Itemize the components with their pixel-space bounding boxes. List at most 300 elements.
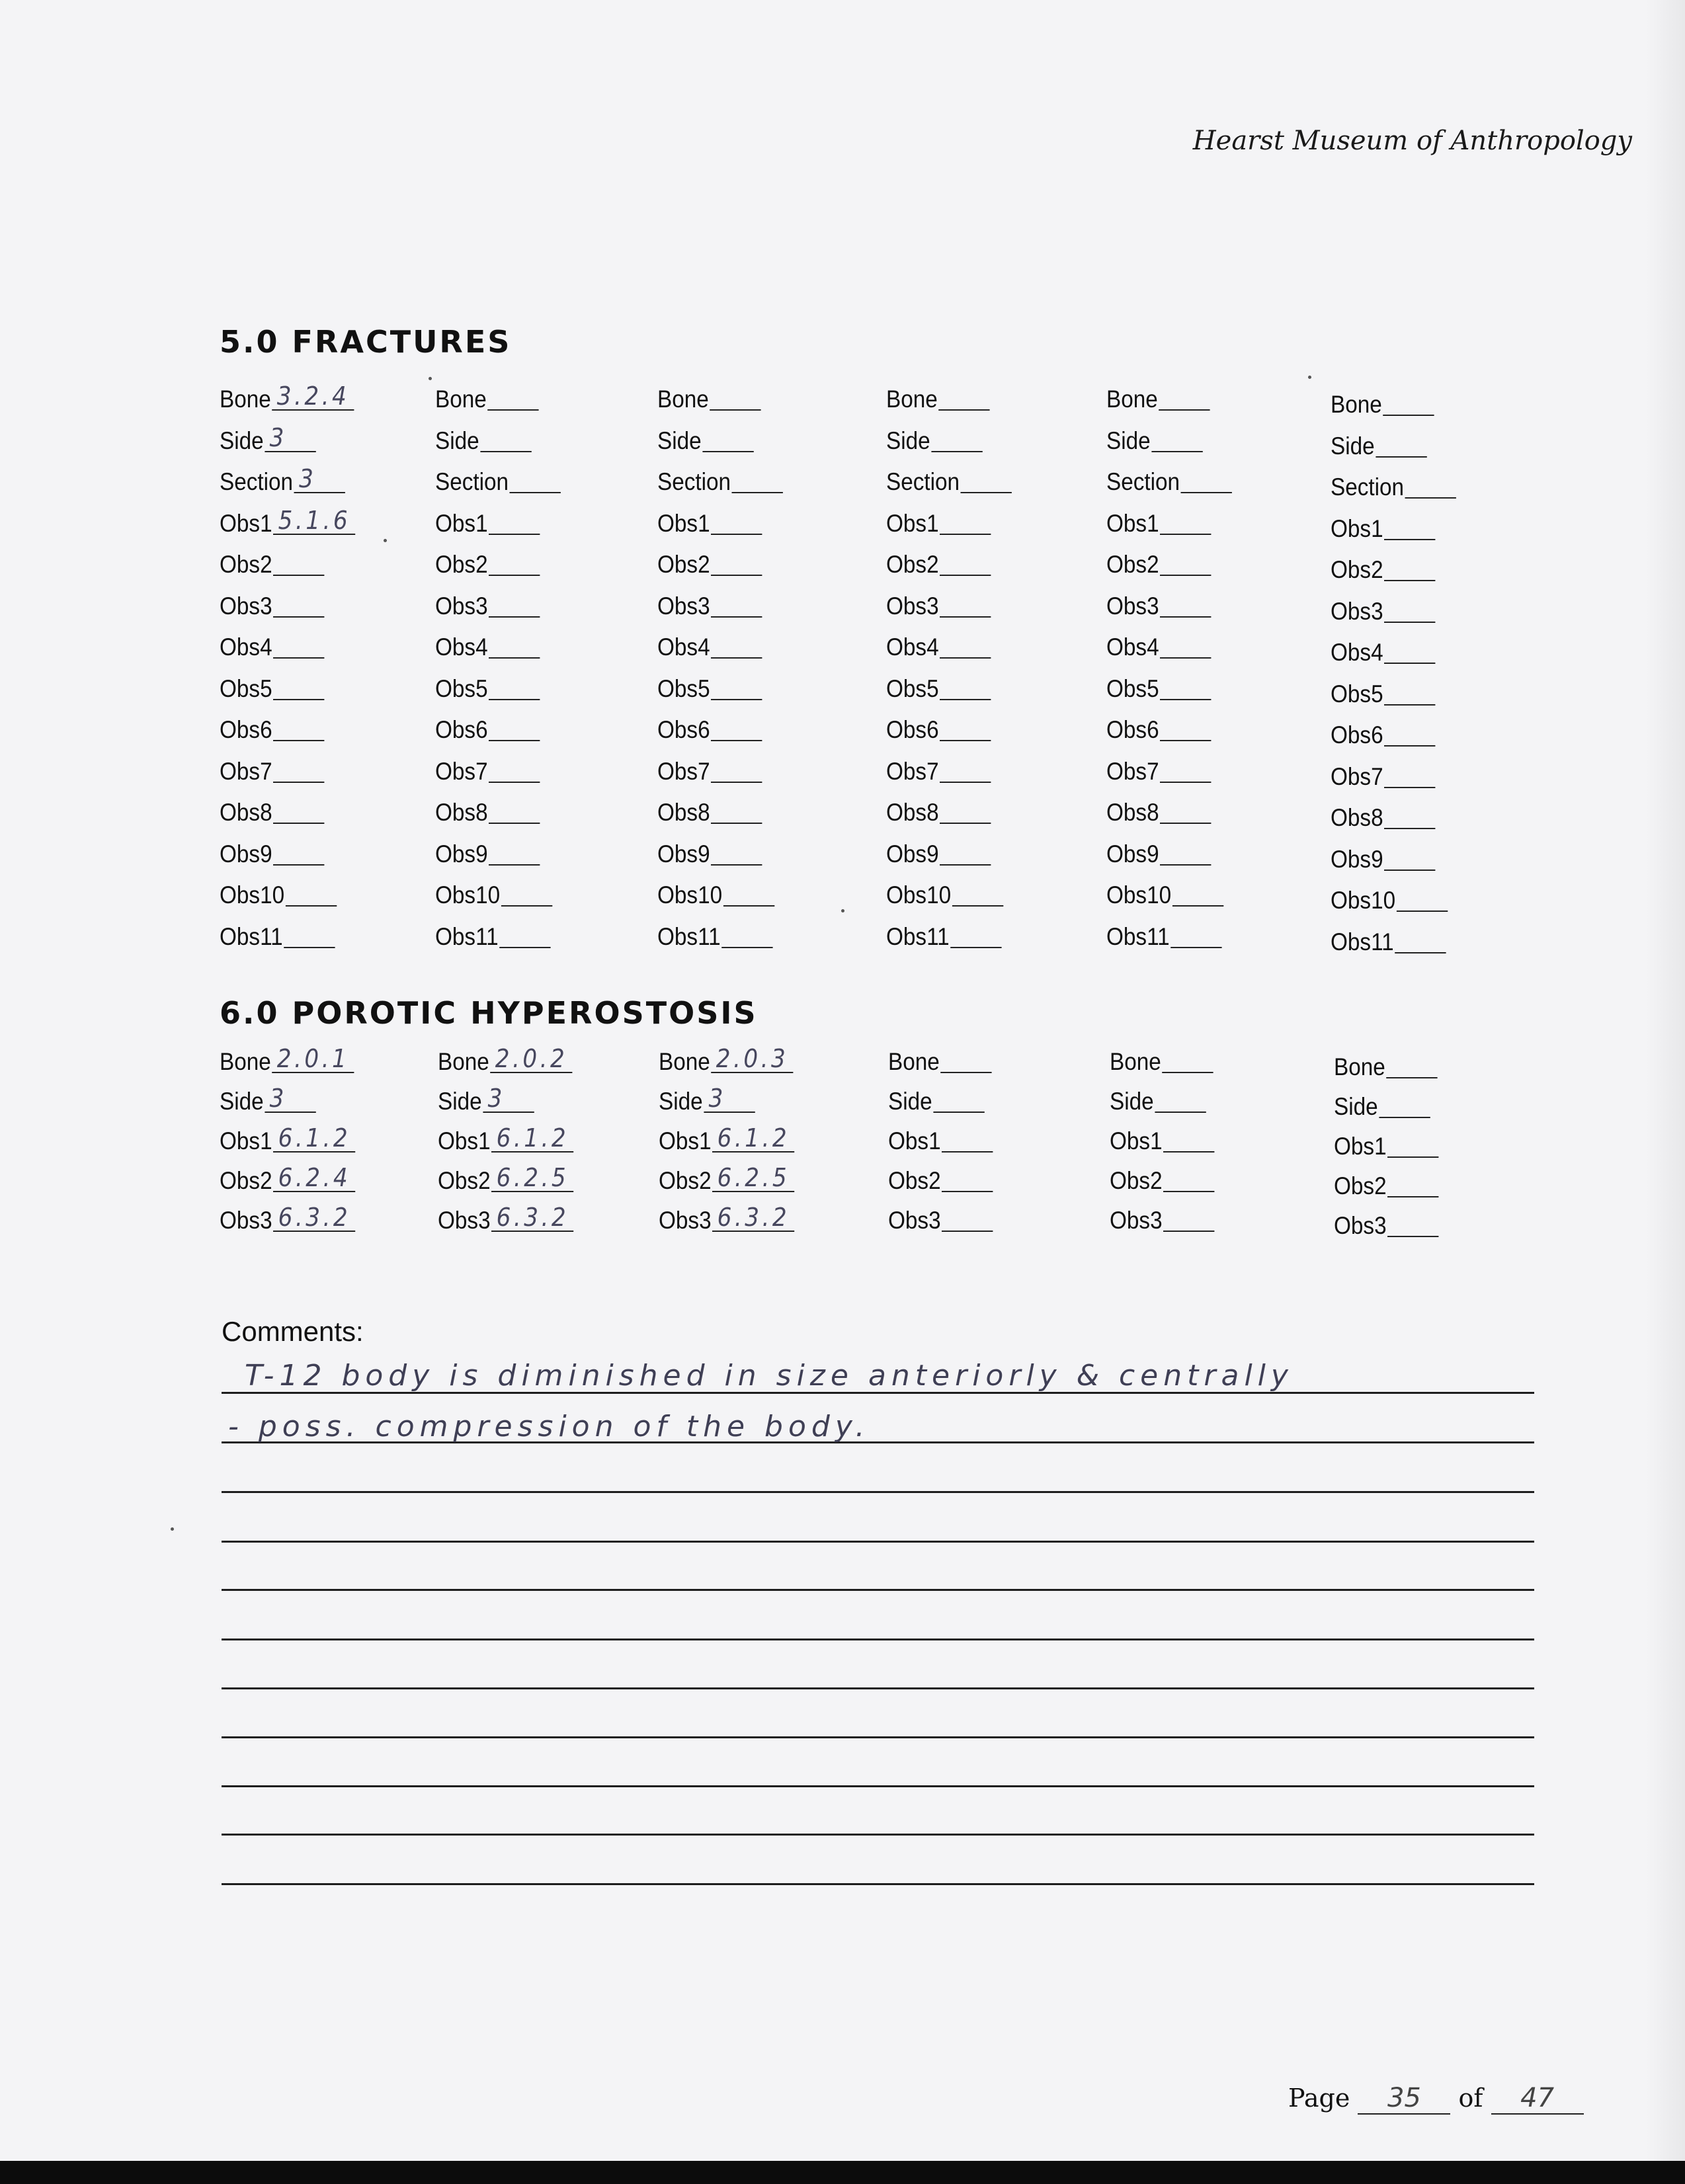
comment-line[interactable] xyxy=(222,1834,1534,1836)
field-entry[interactable] xyxy=(491,1123,573,1153)
field-entry[interactable] xyxy=(1160,800,1211,824)
scan-speck xyxy=(1308,376,1311,379)
porotic-row xyxy=(1334,1053,1512,1093)
handwritten-value xyxy=(1384,635,1393,664)
field-entry[interactable] xyxy=(704,1084,755,1113)
field-label: Bone xyxy=(435,385,487,413)
porotic-row xyxy=(438,1123,616,1167)
fractures-row xyxy=(657,427,836,469)
field-label: Obs2 xyxy=(1334,1172,1387,1199)
fractures-row xyxy=(657,385,836,427)
field-entry[interactable] xyxy=(1405,475,1456,499)
fractures-row xyxy=(220,716,398,758)
field-label: Obs2 xyxy=(220,551,272,578)
handwritten-value xyxy=(1384,759,1393,788)
field-entry[interactable] xyxy=(1384,805,1435,829)
field-entry[interactable] xyxy=(480,428,531,452)
handwritten-value: 3 xyxy=(299,464,317,493)
porotic-row xyxy=(1334,1133,1512,1172)
field-label: Obs1 xyxy=(886,509,939,537)
fractures-row xyxy=(657,758,836,799)
field-label: Obs2 xyxy=(657,551,710,578)
field-label: Bone xyxy=(1334,1053,1385,1080)
handwritten-value xyxy=(273,754,282,783)
field-entry[interactable] xyxy=(1160,594,1211,618)
handwritten-value xyxy=(940,754,949,783)
scan-speck xyxy=(841,909,844,912)
handwritten-value xyxy=(711,671,720,700)
field-entry[interactable] xyxy=(940,552,991,576)
field-label: Section xyxy=(435,468,509,495)
field-label: Obs3 xyxy=(1110,1207,1163,1234)
field-entry[interactable] xyxy=(489,511,540,535)
fractures-row xyxy=(1331,846,1509,887)
field-entry[interactable] xyxy=(712,1163,794,1192)
field-entry[interactable] xyxy=(489,717,540,741)
field-entry[interactable] xyxy=(1384,723,1435,747)
porotic-row xyxy=(220,1123,398,1167)
field-label: Obs4 xyxy=(220,633,272,661)
field-entry[interactable] xyxy=(489,842,540,866)
comment-line[interactable] xyxy=(222,1785,1534,1787)
field-entry[interactable] xyxy=(273,1123,355,1153)
comment-text-line-2: - poss. compression of the body. xyxy=(228,1410,870,1443)
field-entry[interactable] xyxy=(1163,1168,1214,1192)
field-label: Bone xyxy=(1110,1048,1161,1075)
field-entry[interactable] xyxy=(940,842,991,866)
field-entry[interactable] xyxy=(273,552,324,576)
fractures-row xyxy=(886,675,1065,717)
field-entry[interactable] xyxy=(939,387,990,411)
handwritten-value xyxy=(489,547,498,576)
field-entry[interactable] xyxy=(273,676,324,700)
field-label: Obs4 xyxy=(435,633,488,661)
field-label: Obs1 xyxy=(220,509,272,537)
field-entry[interactable] xyxy=(1384,516,1435,540)
field-label: Obs11 xyxy=(1106,922,1170,950)
field-entry[interactable] xyxy=(273,1203,355,1232)
field-label: Obs11 xyxy=(657,922,721,950)
handwritten-value xyxy=(1383,387,1393,416)
fractures-column-3 xyxy=(657,385,856,964)
field-entry[interactable] xyxy=(940,717,991,741)
fractures-row xyxy=(886,758,1065,799)
field-entry[interactable] xyxy=(940,759,991,783)
field-entry[interactable] xyxy=(942,1129,993,1153)
fractures-column-2 xyxy=(435,385,634,964)
field-entry[interactable] xyxy=(265,423,315,452)
field-entry[interactable] xyxy=(489,635,540,659)
field-label: Obs2 xyxy=(659,1167,712,1194)
field-label: Side xyxy=(1331,432,1375,460)
field-entry[interactable] xyxy=(942,1168,993,1192)
field-entry[interactable] xyxy=(491,1163,573,1192)
field-entry[interactable] xyxy=(721,924,772,948)
field-label: Obs4 xyxy=(1331,639,1383,666)
of-label: of xyxy=(1458,2083,1483,2113)
field-entry[interactable] xyxy=(1384,847,1435,871)
field-label: Obs3 xyxy=(438,1207,491,1234)
field-entry[interactable] xyxy=(933,1089,984,1113)
porotic-column-3 xyxy=(659,1044,857,1246)
fractures-row xyxy=(220,505,398,551)
field-entry[interactable] xyxy=(501,883,552,907)
field-entry[interactable] xyxy=(1383,392,1434,416)
handwritten-value xyxy=(1160,671,1169,700)
field-entry[interactable] xyxy=(940,635,991,659)
field-label: Obs11 xyxy=(1331,928,1394,955)
field-entry[interactable] xyxy=(1171,924,1221,948)
handwritten-value: 3 xyxy=(269,423,287,452)
handwritten-value xyxy=(1379,1089,1388,1118)
field-entry[interactable] xyxy=(1384,640,1435,664)
fractures-row xyxy=(220,881,398,923)
field-entry[interactable] xyxy=(950,924,1001,948)
comment-line[interactable] xyxy=(222,1736,1534,1738)
field-entry[interactable] xyxy=(1181,469,1232,493)
field-entry[interactable] xyxy=(273,594,324,618)
handwritten-value: 6.3.2 xyxy=(278,1203,351,1232)
field-label: Obs10 xyxy=(657,881,723,909)
field-entry[interactable] xyxy=(711,800,762,824)
porotic-column-4 xyxy=(888,1048,1087,1246)
comment-line[interactable] xyxy=(222,1687,1534,1689)
handwritten-value xyxy=(510,464,519,493)
field-label: Obs7 xyxy=(886,757,939,785)
handwritten-value xyxy=(1160,588,1169,618)
field-entry[interactable] xyxy=(1172,883,1223,907)
porotic-row xyxy=(888,1127,1067,1167)
page-label: Page xyxy=(1288,2083,1350,2113)
fractures-row xyxy=(220,799,398,840)
fractures-row xyxy=(1331,639,1509,680)
comment-line[interactable] xyxy=(222,1883,1534,1885)
field-entry[interactable] xyxy=(510,469,561,493)
handwritten-value xyxy=(1376,428,1385,458)
porotic-row xyxy=(1334,1172,1512,1212)
fractures-row xyxy=(657,881,836,923)
comment-line[interactable] xyxy=(222,1541,1534,1543)
field-label: Section xyxy=(657,468,731,495)
fractures-row xyxy=(657,551,836,592)
field-entry[interactable] xyxy=(273,635,324,659)
field-entry[interactable] xyxy=(711,759,762,783)
comment-text-line-1: T-12 body is diminished in size anteriorly & centrally xyxy=(245,1359,1294,1393)
field-entry[interactable] xyxy=(712,1044,794,1073)
field-label: Obs5 xyxy=(886,674,939,702)
field-entry[interactable] xyxy=(1387,1213,1438,1237)
fractures-row xyxy=(657,633,836,675)
field-label: Obs4 xyxy=(886,633,939,661)
field-entry[interactable] xyxy=(272,382,354,411)
field-label: Obs2 xyxy=(435,551,488,578)
field-entry[interactable] xyxy=(1387,1055,1438,1078)
field-label: Obs8 xyxy=(1106,799,1159,826)
handwritten-value: 6.3.2 xyxy=(496,1203,569,1232)
field-entry[interactable] xyxy=(712,1123,794,1153)
fractures-row xyxy=(220,551,398,592)
field-entry[interactable] xyxy=(1387,1174,1438,1197)
porotic-row xyxy=(438,1203,616,1246)
handwritten-value: 6.2.5 xyxy=(717,1163,790,1192)
field-entry[interactable] xyxy=(1384,764,1435,788)
handwritten-value xyxy=(941,1044,950,1073)
field-entry[interactable] xyxy=(1155,1089,1206,1113)
field-entry[interactable] xyxy=(931,428,982,452)
porotic-column-5 xyxy=(1110,1048,1308,1246)
fractures-row xyxy=(886,592,1065,634)
field-entry[interactable] xyxy=(273,505,355,535)
field-entry[interactable] xyxy=(711,511,762,535)
field-entry[interactable] xyxy=(711,594,762,618)
handwritten-value: 3 xyxy=(708,1084,726,1113)
field-entry[interactable] xyxy=(702,428,753,452)
field-label: Side xyxy=(888,1088,932,1115)
porotic-row xyxy=(659,1044,837,1088)
field-label: Obs9 xyxy=(1106,840,1159,868)
handwritten-value xyxy=(1171,919,1180,948)
porotic-row xyxy=(438,1044,616,1088)
field-entry[interactable] xyxy=(1384,599,1435,623)
field-entry[interactable] xyxy=(273,759,324,783)
field-entry[interactable] xyxy=(940,800,991,824)
field-entry[interactable] xyxy=(961,469,1012,493)
field-entry[interactable] xyxy=(940,676,991,700)
field-entry[interactable] xyxy=(273,717,324,741)
field-label: Obs10 xyxy=(1331,887,1396,914)
field-entry[interactable] xyxy=(1397,888,1448,912)
field-entry[interactable] xyxy=(489,552,540,576)
porotic-row xyxy=(659,1163,837,1207)
fractures-row xyxy=(1106,385,1285,427)
fractures-row xyxy=(657,592,836,634)
fractures-row xyxy=(220,633,398,675)
comment-line[interactable] xyxy=(222,1589,1534,1591)
field-label: Side xyxy=(220,1088,264,1115)
fractures-row xyxy=(1331,515,1509,557)
field-entry[interactable] xyxy=(1160,511,1211,535)
handwritten-value xyxy=(711,629,720,659)
porotic-row xyxy=(1110,1207,1288,1246)
scan-border xyxy=(0,2161,1685,2184)
field-label: Obs10 xyxy=(220,881,285,909)
page-number: 35 xyxy=(1358,2083,1450,2115)
handwritten-value xyxy=(942,1203,951,1232)
handwritten-value xyxy=(273,795,282,824)
porotic-column-1 xyxy=(220,1044,418,1246)
field-entry[interactable] xyxy=(1160,635,1211,659)
fractures-row xyxy=(1106,923,1285,965)
fractures-row xyxy=(435,675,614,717)
field-entry[interactable] xyxy=(1384,557,1435,581)
comment-line[interactable] xyxy=(222,1491,1534,1493)
field-label: Obs2 xyxy=(1106,551,1159,578)
field-entry[interactable] xyxy=(1163,1129,1214,1153)
fractures-row xyxy=(1106,551,1285,592)
handwritten-value xyxy=(489,629,498,659)
handwritten-value xyxy=(1397,883,1406,912)
handwritten-value: 3 xyxy=(269,1084,287,1113)
field-entry[interactable] xyxy=(1395,930,1446,953)
field-entry[interactable] xyxy=(711,717,762,741)
porotic-row xyxy=(659,1084,837,1127)
field-label: Obs1 xyxy=(1331,514,1383,542)
field-entry[interactable] xyxy=(710,387,761,411)
fractures-title: 5.0 FRACTURES xyxy=(220,324,512,360)
fractures-row xyxy=(657,468,836,510)
field-entry[interactable] xyxy=(723,883,774,907)
handwritten-value: 2.0.3 xyxy=(716,1044,789,1073)
field-label: Obs3 xyxy=(435,592,488,620)
handwritten-value xyxy=(933,1084,942,1113)
handwritten-value xyxy=(942,1123,951,1153)
porotic-row xyxy=(1110,1048,1288,1088)
scan-speck xyxy=(384,539,387,542)
porotic-row xyxy=(1110,1167,1288,1207)
handwritten-value xyxy=(940,547,949,576)
porotic-column-2 xyxy=(438,1044,636,1246)
handwritten-value xyxy=(1160,506,1169,535)
fractures-column-6 xyxy=(1331,391,1529,969)
field-entry[interactable] xyxy=(273,842,324,866)
field-entry[interactable] xyxy=(272,1044,354,1073)
fractures-row xyxy=(220,382,398,427)
fractures-row xyxy=(1106,633,1285,675)
fractures-row xyxy=(886,510,1065,551)
porotic-row xyxy=(1110,1088,1288,1127)
field-entry[interactable] xyxy=(941,1049,992,1073)
handwritten-value xyxy=(1405,469,1415,499)
field-label: Bone xyxy=(1106,385,1158,413)
field-entry[interactable] xyxy=(273,1163,355,1192)
handwritten-value xyxy=(711,547,720,576)
fractures-row xyxy=(1106,881,1285,923)
field-entry[interactable] xyxy=(491,1203,573,1232)
field-label: Obs1 xyxy=(1110,1127,1163,1154)
field-label: Section xyxy=(1331,473,1405,501)
handwritten-value xyxy=(1384,676,1393,706)
fractures-row xyxy=(886,427,1065,469)
field-entry[interactable] xyxy=(1151,428,1202,452)
field-entry[interactable] xyxy=(1376,434,1426,458)
handwritten-value xyxy=(1160,754,1169,783)
field-entry[interactable] xyxy=(940,594,991,618)
field-label: Bone xyxy=(659,1048,710,1075)
field-entry[interactable] xyxy=(732,469,783,493)
field-entry[interactable] xyxy=(712,1203,794,1232)
fractures-row xyxy=(886,468,1065,510)
fractures-row xyxy=(435,840,614,882)
field-entry[interactable] xyxy=(1387,1134,1438,1158)
field-entry[interactable] xyxy=(952,883,1003,907)
field-label: Obs6 xyxy=(1331,721,1383,748)
field-label: Obs5 xyxy=(220,674,272,702)
scan-shade xyxy=(1645,0,1685,2161)
field-entry[interactable] xyxy=(1160,842,1211,866)
field-label: Obs9 xyxy=(435,840,488,868)
fractures-row xyxy=(886,716,1065,758)
field-label: Obs8 xyxy=(886,799,939,826)
handwritten-value xyxy=(488,382,497,411)
handwritten-value xyxy=(1172,877,1182,907)
field-entry[interactable] xyxy=(1384,682,1435,706)
porotic-title: 6.0 POROTIC HYPEROSTOSIS xyxy=(220,995,758,1031)
field-entry[interactable] xyxy=(294,464,345,493)
handwritten-value xyxy=(1155,1084,1164,1113)
handwritten-value xyxy=(273,588,282,618)
handwritten-value xyxy=(273,836,282,866)
comment-line[interactable] xyxy=(222,1638,1534,1640)
handwritten-value xyxy=(1384,800,1393,829)
handwritten-value xyxy=(1384,511,1393,540)
field-entry[interactable] xyxy=(489,800,540,824)
handwritten-value xyxy=(939,382,948,411)
field-entry[interactable] xyxy=(1160,759,1211,783)
field-entry[interactable] xyxy=(265,1084,315,1113)
field-label: Obs6 xyxy=(435,716,488,743)
handwritten-value xyxy=(1160,547,1169,576)
field-label: Obs11 xyxy=(435,922,499,950)
field-entry[interactable] xyxy=(1160,676,1211,700)
porotic-row xyxy=(220,1044,398,1088)
field-entry[interactable] xyxy=(1160,717,1211,741)
fractures-row xyxy=(1331,473,1509,515)
field-entry[interactable] xyxy=(711,842,762,866)
fractures-row xyxy=(435,385,614,427)
handwritten-value xyxy=(711,836,720,866)
field-label: Obs1 xyxy=(657,509,710,537)
fractures-row xyxy=(886,799,1065,840)
fractures-row xyxy=(435,510,614,551)
field-entry[interactable] xyxy=(491,1044,573,1073)
field-entry[interactable] xyxy=(489,676,540,700)
field-entry[interactable] xyxy=(940,511,991,535)
field-entry[interactable] xyxy=(483,1084,534,1113)
handwritten-value xyxy=(950,919,960,948)
field-entry[interactable] xyxy=(284,924,335,948)
handwritten-value xyxy=(1384,552,1393,581)
field-entry[interactable] xyxy=(488,387,539,411)
field-entry[interactable] xyxy=(273,800,324,824)
field-entry[interactable] xyxy=(1379,1094,1430,1118)
handwritten-value xyxy=(1384,594,1393,623)
fractures-row xyxy=(657,799,836,840)
handwritten-value xyxy=(940,588,949,618)
field-entry[interactable] xyxy=(1163,1208,1214,1232)
handwritten-value xyxy=(702,423,712,452)
handwritten-value xyxy=(1163,1044,1172,1073)
handwritten-value xyxy=(723,877,733,907)
field-entry[interactable] xyxy=(1159,387,1210,411)
field-entry[interactable] xyxy=(711,552,762,576)
field-entry[interactable] xyxy=(286,883,337,907)
field-entry[interactable] xyxy=(942,1208,993,1232)
field-entry[interactable] xyxy=(1163,1049,1213,1073)
field-entry[interactable] xyxy=(1160,552,1211,576)
field-entry[interactable] xyxy=(711,635,762,659)
fractures-row xyxy=(220,923,398,965)
handwritten-value: 3 xyxy=(487,1084,505,1113)
handwritten-value xyxy=(961,464,970,493)
fractures-row xyxy=(220,464,398,510)
total-pages: 47 xyxy=(1491,2083,1584,2115)
field-entry[interactable] xyxy=(711,676,762,700)
field-entry[interactable] xyxy=(489,759,540,783)
fractures-row xyxy=(220,758,398,799)
field-entry[interactable] xyxy=(499,924,550,948)
field-label: Obs9 xyxy=(1331,845,1383,873)
field-entry[interactable] xyxy=(489,594,540,618)
